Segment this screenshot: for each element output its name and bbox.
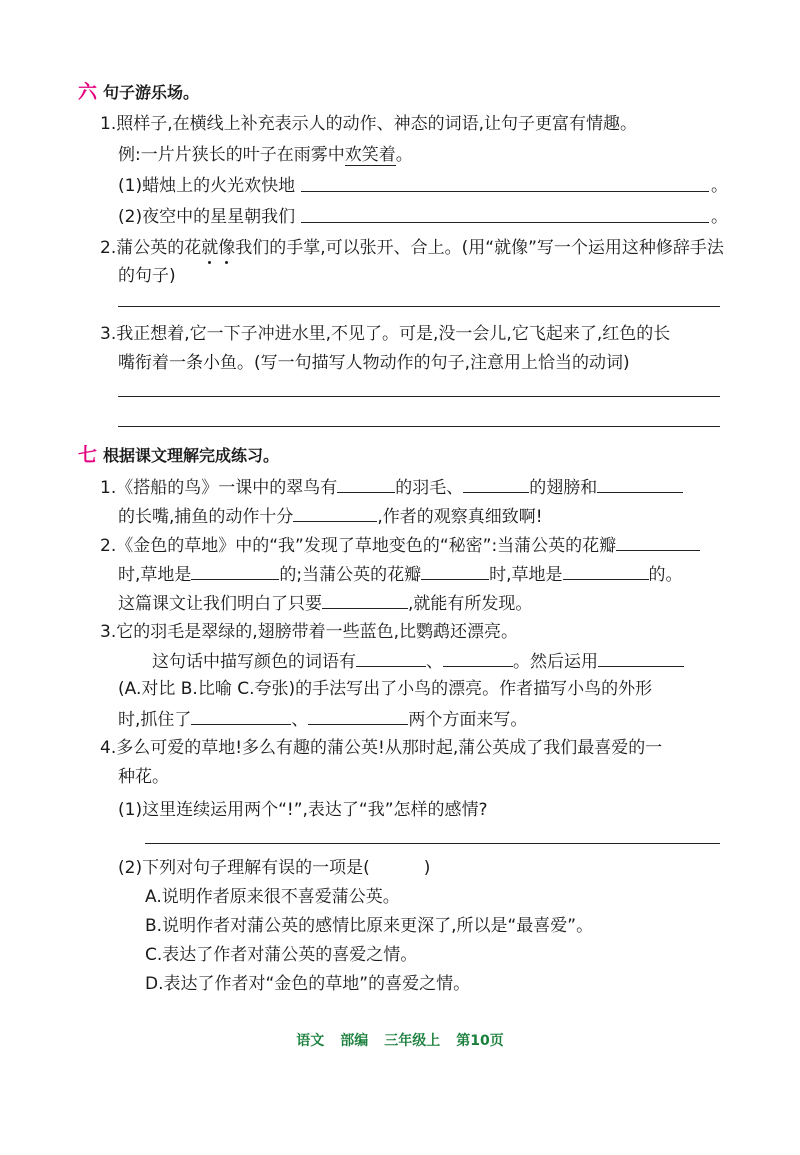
q2-text-a: 2.蒲公英的花	[100, 238, 202, 258]
q1-text-c: 的翅膀和	[529, 478, 598, 498]
item-1-text: (1)蜡烛上的火光欢快地	[118, 176, 296, 196]
section-7-number: 七	[78, 444, 98, 466]
q3-text-g: 两个方面来写。	[408, 710, 528, 730]
sec7-q4-line-1: 4.多么可爱的草地!多么有趣的蒲公英!从那时起,蒲公英成了我们最喜爱的一	[100, 738, 663, 758]
item-2-text: (2)夜空中的星星朝我们	[118, 207, 296, 227]
example-underlined: 欢笑着	[344, 145, 396, 165]
page-footer	[0, 1030, 800, 1050]
section-7-header	[78, 443, 279, 468]
sec7-q4-sub-2	[118, 856, 430, 880]
section-7-title: 根据课文理解完成练习。	[103, 446, 280, 465]
q3-text-e: 时,抓住了	[118, 710, 192, 730]
q2-text-a2: 2.《金色的草地》中的“我”发现了草地变色的“秘密”:当蒲公英的花瓣	[100, 536, 617, 556]
q3-text-c: 。然后运用	[513, 652, 598, 672]
sec6-q1-item-1	[118, 174, 295, 198]
blank-feather[interactable]	[337, 474, 395, 493]
q2-text-b2: 时,草地是	[118, 565, 192, 585]
option-a: A.说明作者原来很不喜爱蒲公英。	[145, 887, 400, 907]
sec6-q2-line-2: 的句子)	[118, 266, 176, 286]
q4-sub2-close: )	[423, 858, 431, 878]
answer-line-q4-1[interactable]	[145, 843, 720, 844]
sec6-q3-line-1: 3.我正想着,它一下子冲进水里,不见了。可是,没一会儿,它飞起来了,红色的长	[100, 324, 671, 344]
blank-discovery[interactable]	[322, 590, 408, 609]
blank-color-1[interactable]	[191, 561, 279, 580]
q3-text-f: 、	[291, 710, 309, 730]
q1-text-d: 的长嘴,捕鱼的动作十分	[118, 507, 294, 527]
example-suffix: 。	[395, 145, 413, 165]
q1-text-b: 的羽毛、	[395, 478, 464, 498]
answer-line-q1-2[interactable]	[301, 222, 709, 223]
q2-emphasis-2: 像	[218, 238, 236, 258]
blank-aspect-1[interactable]	[191, 706, 291, 725]
option-c: C.表达了作者对蒲公英的喜爱之情。	[145, 945, 418, 965]
blank-technique[interactable]	[598, 648, 684, 667]
blank-color-word-2[interactable]	[443, 648, 513, 667]
answer-line-q2[interactable]	[118, 306, 720, 307]
item-1-period: 。	[711, 176, 728, 196]
blank-color-2[interactable]	[563, 561, 649, 580]
q2-text-e2: 的。	[648, 565, 683, 585]
blank-petal-1[interactable]	[616, 532, 700, 551]
blank-color-word-1[interactable]	[356, 648, 426, 667]
example-prefix: 例:一片片狭长的叶子在雨雾中	[118, 145, 345, 165]
q4-sub2-text: (2)下列对句子理解有误的一项是(	[118, 858, 370, 878]
sec7-q4-line-2: 种花。	[118, 767, 169, 787]
option-d: D.表达了作者对“金色的草地”的喜爱之情。	[145, 974, 471, 994]
section-6-title: 句子游乐场。	[103, 83, 200, 102]
footer-edition: 部编	[340, 1033, 369, 1049]
sec7-q3-line-4	[118, 706, 527, 732]
blank-action[interactable]	[293, 503, 377, 522]
blank-wings[interactable]	[463, 474, 529, 493]
q2-text-c2: 的;当蒲公英的花瓣	[279, 565, 422, 585]
q3-text-a: 这句话中描写颜色的词语有	[152, 652, 356, 672]
sec6-q3-line-2: 嘴衔着一条小鱼。(写一句描写人物动作的句子,注意用上恰当的动词)	[118, 353, 630, 373]
section-6-header	[78, 80, 199, 105]
option-b: B.说明作者对蒲公英的感情比原来更深了,所以是“最喜爱”。	[145, 916, 594, 936]
sec6-q1-item-2	[118, 205, 295, 229]
q1-text-e: ,作者的观察真细致啊!	[377, 507, 543, 527]
sec6-q1-example	[118, 143, 413, 167]
footer-subject: 语文	[296, 1033, 325, 1049]
footer-page-number: 第10页	[456, 1033, 504, 1049]
q2-text-f2: 这篇课文让我们明白了只要	[118, 594, 322, 614]
sec6-q2-line-1	[100, 236, 724, 260]
q2-text-b: 我们的手掌,可以张开、合上。(用“就像”写一个运用这种修辞手法	[235, 238, 724, 258]
sec7-q4-sub-1: (1)这里连续运用两个“!”,表达了“我”怎样的感情?	[118, 800, 488, 820]
q1-text-a: 1.《搭船的鸟》一课中的翠鸟有	[100, 478, 338, 498]
sec7-q2-line-3	[118, 590, 532, 616]
blank-beak[interactable]	[597, 474, 683, 493]
q2-text-g2: ,就能有所发现。	[408, 594, 533, 614]
answer-line-q1-1[interactable]	[301, 191, 709, 192]
blank-aspect-2[interactable]	[308, 706, 408, 725]
footer-grade: 三年级上	[384, 1033, 441, 1049]
q3-text-b: 、	[426, 652, 443, 672]
section-6-number: 六	[78, 81, 98, 103]
answer-line-q3-1[interactable]	[118, 396, 720, 397]
item-2-period: 。	[711, 207, 728, 227]
answer-line-q3-2[interactable]	[118, 426, 720, 427]
sec7-q3-quote: 3.它的羽毛是翠绿的,翅膀带着一些蓝色,比鹦鹉还漂亮。	[100, 622, 519, 642]
sec7-q2-line-2	[118, 561, 683, 587]
sec7-q1-line-2	[118, 503, 543, 529]
sec6-q1-prompt: 1.照样子,在横线上补充表示人的动作、神态的词语,让句子更富有情趣。	[100, 114, 638, 134]
sec7-q3-line-2	[152, 648, 684, 674]
sec7-q2-line-1	[100, 532, 700, 558]
q2-text-d2: 时,草地是	[489, 565, 563, 585]
sec7-q1-line-1	[100, 474, 683, 500]
blank-petal-2[interactable]	[421, 561, 489, 580]
sec7-q3-line-3: (A.对比 B.比喻 C.夸张)的手法写出了小鸟的漂亮。作者描写小鸟的外形	[118, 679, 653, 699]
q2-emphasis-1: 就	[201, 238, 219, 258]
